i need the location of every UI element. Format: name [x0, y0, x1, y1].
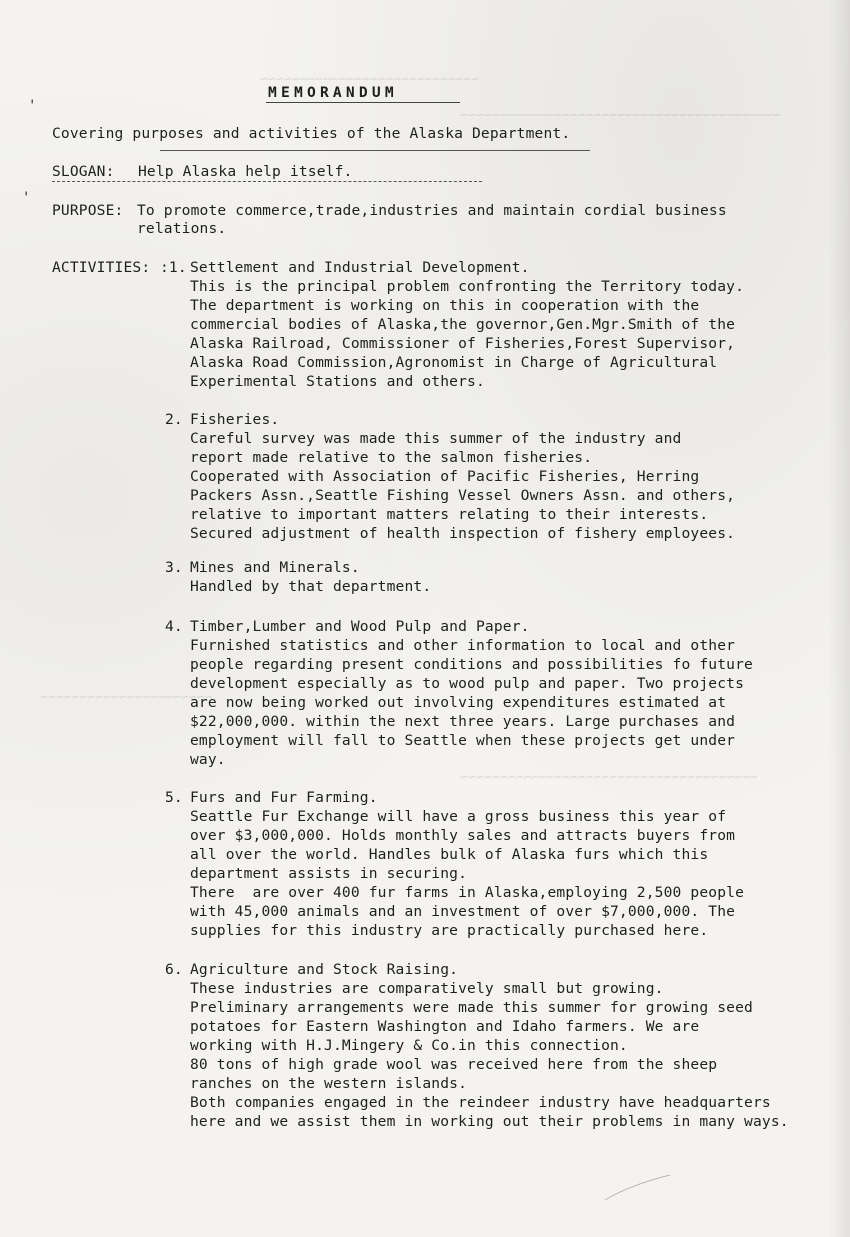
- item-text-line: department assists in securing.: [190, 865, 468, 882]
- item-text-line: Experimental Stations and others.: [190, 373, 485, 390]
- show-through-ghost-text: ~~~~~~~~~~~~~~~~~~~~~~~~~~~~~~~~~~~~~~~~~: [460, 108, 781, 123]
- memo-title: MEMORANDUM: [268, 84, 398, 101]
- item-heading: Timber,Lumber and Wood Pulp and Paper.: [190, 618, 530, 635]
- item-number: 5.: [165, 789, 183, 806]
- item-text-line: $22,000,000. within the next three years. Large purchases and: [190, 713, 736, 730]
- page-edge-shadow: [828, 0, 850, 1237]
- pen-stroke-mark: [600, 1170, 680, 1210]
- item-text-line: Preliminary arrangements were made this summer for growing seed: [190, 999, 753, 1016]
- item-text-line: employment will fall to Seattle when these projects get under: [190, 732, 736, 749]
- item-text-line: with 45,000 animals and an investment of over $7,000,000. The: [190, 903, 736, 920]
- item-text-line: Alaska Road Commission,Agronomist in Charge of Agricultural: [190, 354, 718, 371]
- item-number: 2.: [165, 411, 183, 428]
- item-text-line: Seattle Fur Exchange will have a gross business this year of: [190, 808, 727, 825]
- item-text-line: This is the principal problem confronting the Territory today.: [190, 278, 745, 295]
- item-text-line: Cooperated with Association of Pacific Fisheries, Herring: [190, 468, 700, 485]
- item-text-line: Careful survey was made this summer of the industry and: [190, 430, 682, 447]
- item-text-line: There are over 400 fur farms in Alaska,employing 2,500 people: [190, 884, 745, 901]
- item-text-line: report made relative to the salmon fisheries.: [190, 449, 593, 466]
- item-text-line: Handled by that department.: [190, 578, 432, 595]
- item-number: 4.: [165, 618, 183, 635]
- slogan-label: SLOGAN:: [52, 163, 115, 180]
- title-underline: [266, 102, 460, 103]
- purpose-line: To promote commerce,trade,industries and maintain cordial business: [137, 202, 727, 219]
- item-text-line: way.: [190, 751, 226, 768]
- item-text-line: here and we assist them in working out their problems in many ways.: [190, 1113, 789, 1130]
- item-number: 3.: [165, 559, 183, 576]
- memo-subtitle: Covering purposes and activities of the Alaska Department.: [52, 125, 571, 142]
- item-text-line: Both companies engaged in the reindeer industry have headquarters: [190, 1094, 771, 1111]
- item-heading: Furs and Fur Farming.: [190, 789, 378, 806]
- item-number: :1.: [160, 259, 187, 276]
- item-heading: Agriculture and Stock Raising.: [190, 961, 459, 978]
- purpose-label: PURPOSE:: [52, 202, 124, 219]
- item-text-line: over $3,000,000. Holds monthly sales and attracts buyers from: [190, 827, 736, 844]
- item-text-line: 80 tons of high grade wool was received here from the sheep: [190, 1056, 718, 1073]
- item-text-line: Secured adjustment of health inspection of fishery employees.: [190, 525, 736, 542]
- margin-tick-mark: ': [22, 190, 31, 206]
- activities-label: ACTIVITIES:: [52, 259, 151, 276]
- show-through-ghost-text: ~~~~~~~~~~~~~~~~~~~~~~: [40, 690, 213, 705]
- item-text-line: commercial bodies of Alaska,the governor,Gen.Mgr.Smith of the: [190, 316, 736, 333]
- item-text-line: ranches on the western islands.: [190, 1075, 468, 1092]
- item-text-line: are now being worked out involving expenditures estimated at: [190, 694, 727, 711]
- item-text-line: people regarding present conditions and possibilities fo future: [190, 656, 753, 673]
- item-text-line: working with H.J.Mingery & Co.in this connection.: [190, 1037, 628, 1054]
- item-text-line: Furnished statistics and other information to local and other: [190, 637, 736, 654]
- margin-tick-mark: ': [28, 98, 37, 114]
- item-heading: Mines and Minerals.: [190, 559, 360, 576]
- item-text-line: supplies for this industry are practically purchased here.: [190, 922, 709, 939]
- item-heading: Settlement and Industrial Development.: [190, 259, 530, 276]
- item-text-line: all over the world. Handles bulk of Alaska furs which this: [190, 846, 709, 863]
- item-text-line: Packers Assn.,Seattle Fishing Vessel Owners Assn. and others,: [190, 487, 736, 504]
- item-text-line: Alaska Railroad, Commissioner of Fisheries,Forest Supervisor,: [190, 335, 736, 352]
- slogan-underline: [52, 181, 482, 182]
- item-text-line: The department is working on this in cooperation with the: [190, 297, 700, 314]
- item-text-line: potatoes for Eastern Washington and Idaho farmers. We are: [190, 1018, 700, 1035]
- item-text-line: relative to important matters relating to their interests.: [190, 506, 709, 523]
- slogan-text: Help Alaska help itself.: [138, 163, 353, 180]
- item-heading: Fisheries.: [190, 411, 280, 428]
- show-through-ghost-text: ~~~~~~~~~~~~~~~~~~~~~~~~~~~~: [260, 72, 480, 87]
- item-text-line: These industries are comparatively small but growing.: [190, 980, 664, 997]
- subtitle-underline: [160, 150, 590, 151]
- purpose-line: relations.: [137, 220, 227, 237]
- show-through-ghost-text: ~~~~~~~~~~~~~~~~~~~~~~~~~~~~~~~~~~~~~~: [460, 770, 758, 785]
- item-number: 6.: [165, 961, 183, 978]
- item-text-line: development especially as to wood pulp and paper. Two projects: [190, 675, 745, 692]
